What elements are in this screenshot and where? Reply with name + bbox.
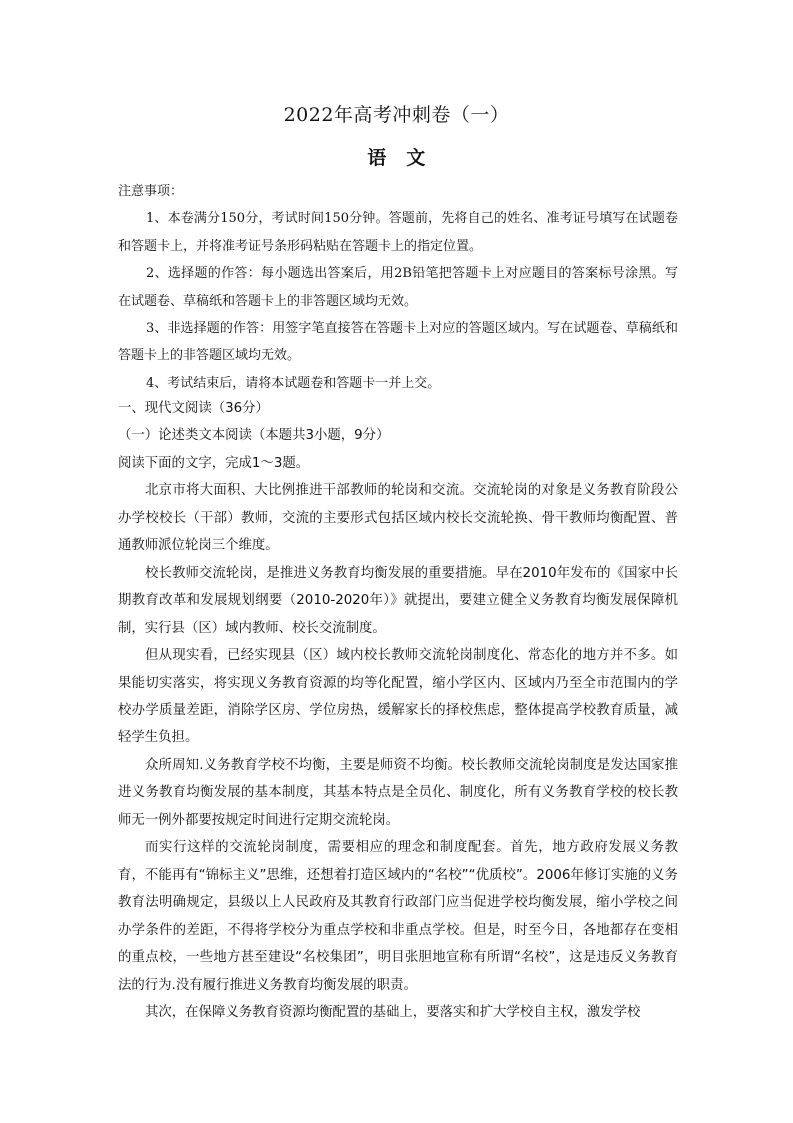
exam-notes [118,178,678,397]
note-item-4: 4、考试结束后，请将本试题卷和答题卡一并上交。 [146,375,441,391]
passage-paragraph-4: 众所周知.义务教育学校不均衡，主要是师资不均衡。校长教师交流轮岗制度是发达国家推进义务教育均衡发展的基本制度，其基本特点是全员化、制度化，所有义务教育学校的校长教师无一例外都要按规定时间进行定期交流轮岗。 [118,757,678,828]
note-item-1: 1、本卷满分150分，考试时间150分钟。答题前，先将自己的姓名、准考证号填写在试题卷和答题卡上，并将准考证号条形码粘贴在答题卡上的指定位置。 [118,211,678,254]
passage-paragraph-6: 其次，在保障义务教育资源均衡配置的基础上，要落实和扩大学校自主权，激发学校 [145,1004,641,1020]
reading-instruction: 阅读下面的文字，完成1～3题。 [118,455,310,471]
section-subheading: （一）论述类文本阅读（本题共3小题，9分） [118,428,390,444]
note-item-2: 2、选择题的作答：每小题选出答案后，用2B铅笔把答题卡上对应题目的答案标号涂黑。写在试题卷、草稿纸和答题卡上的非答题区域均无效。 [118,266,678,309]
exam-title: 2022年高考冲刺卷（一） [283,104,510,126]
passage-paragraph-1: 北京市将大面积、大比例推进干部教师的轮岗和交流。交流轮岗的对象是义务教育阶段公办学校校长（干部）教师，交流的主要形式包括区域内校长交流轮换、骨干教师均衡配置、普通教师派位轮岗三个维度。 [118,483,678,554]
passage-paragraph-5: 而实行这样的交流轮岗制度，需要相应的理念和制度配套。首先，地方政府发展义务教育，不能再有“锦标主义”思维，还想着打造区域内的“名校”“优质校”。2006年修订实施的义务教育法明确规定，县级以上人民政府及其教育行政部门应当促进学校均衡发展，缩小学校之间办学条件的差距，不得将学校分为重点学校和非重点学校。但是，时至今日，各地都存在变相的重点校，一些地方甚至建设“名校集团”，明目张胆地宣称有所谓“名校”，这是违反义务教育法的行为.没有履行推进义务教育均衡发展的职责。 [118,840,678,993]
reading-section [118,395,678,1026]
section-heading: 一、现代文阅读（36分） [118,401,269,416]
notes-heading: 注意事项： [118,184,184,199]
passage-paragraph-2: 校长教师交流轮岗，是推进义务教育均衡发展的重要措施。早在2010年发布的《国家中长期教育改革和发展规划纲要（2010-2020年）》就提出，要建立健全义务教育均衡发展保障机制，实行县（区）域内教师、校长交流制度。 [118,565,678,636]
subject-title: 语 文 [367,147,426,169]
passage-paragraph-3: 但从现实看，已经实现县（区）域内校长教师交流轮岗制度化、常态化的地方并不多。如果能切实落实，将实现义务教育资源的均等化配置，缩小学区内、区域内乃至全市范围内的学校办学质量差距，消除学区房、学位房热，缓解家长的择校焦虑，整体提高学校教育质量，减轻学生负担。 [118,648,678,746]
note-item-3: 3、非选择题的作答：用签字笔直接答在答题卡上对应的答题区域内。写在试题卷、草稿纸和答题卡上的非答题区域均无效。 [118,321,678,364]
